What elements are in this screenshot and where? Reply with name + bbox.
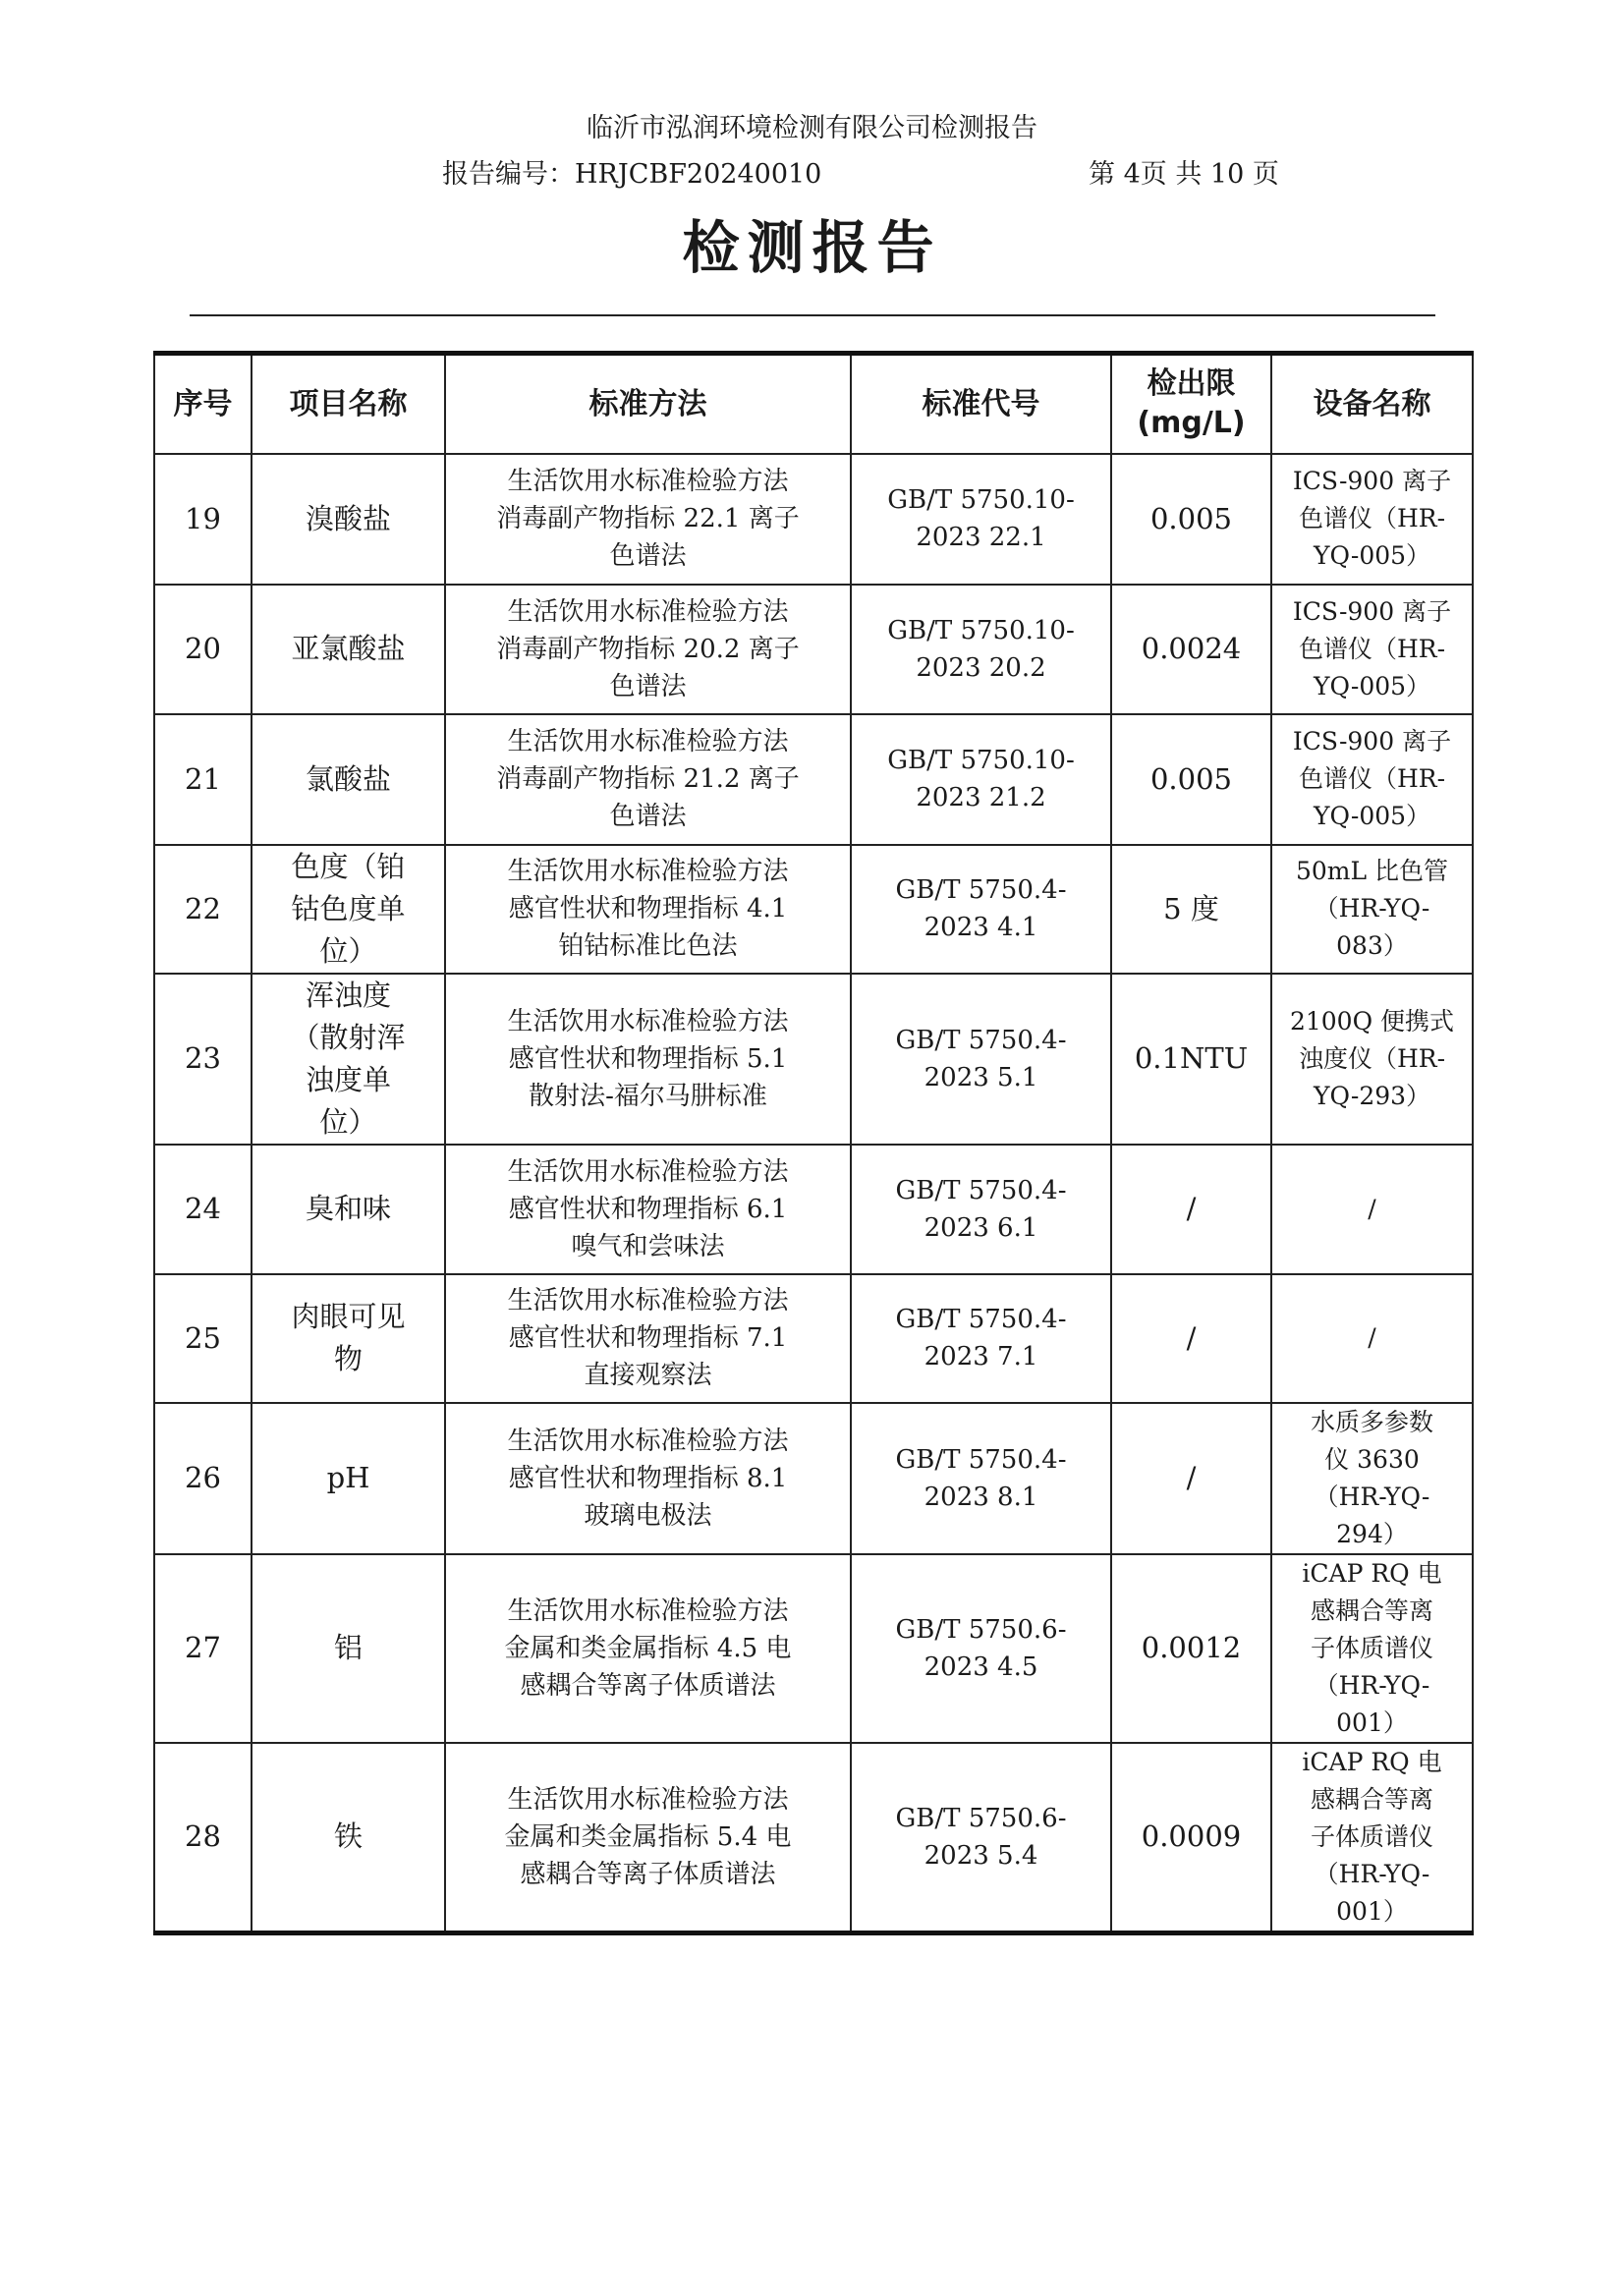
standard-code-cell: GB/T 5750.4- 2023 7.1 [851,1274,1111,1403]
equipment-name-cell: 水质多参数 仪 3630 （HR-YQ- 294） [1271,1403,1473,1554]
standard-method-cell: 生活饮用水标准检验方法 消毒副产物指标 22.1 离子 色谱法 [445,454,851,585]
item-name-cell: 铝 [252,1554,445,1743]
row-number-cell: 24 [154,1145,252,1274]
table-row [154,1403,1473,1554]
equipment-name-cell: iCAP RQ 电 感耦合等离 子体质谱仪 （HR-YQ- 001） [1271,1743,1473,1933]
standard-method-cell: 生活饮用水标准检验方法 感官性状和物理指标 8.1 玻璃电极法 [445,1403,851,1554]
table-row [154,1743,1473,1933]
item-name-cell: 臭和味 [252,1145,445,1274]
item-name-cell: pH [252,1403,445,1554]
detection-limit-cell: 0.005 [1111,714,1271,845]
detection-limit-cell: / [1111,1403,1271,1554]
standard-code-cell: GB/T 5750.4- 2023 4.1 [851,845,1111,974]
col-header-limit: 检出限 (mg/L) [1111,354,1271,454]
row-number-cell: 23 [154,974,252,1145]
standard-code-cell: GB/T 5750.4- 2023 6.1 [851,1145,1111,1274]
table-row [154,1554,1473,1743]
item-name-cell: 溴酸盐 [252,454,445,585]
col-header-method: 标准方法 [445,354,851,454]
test-method-table [153,351,1472,1935]
standard-method-cell: 生活饮用水标准检验方法 消毒副产物指标 20.2 离子 色谱法 [445,585,851,714]
item-name-cell: 铁 [252,1743,445,1933]
detection-limit-cell: / [1111,1145,1271,1274]
item-name-cell: 亚氯酸盐 [252,585,445,714]
detection-limit-cell: 0.1NTU [1111,974,1271,1145]
standard-code-cell: GB/T 5750.6- 2023 5.4 [851,1743,1111,1933]
standard-code-cell: GB/T 5750.6- 2023 4.5 [851,1554,1111,1743]
equipment-name-cell: ICS-900 离子 色谱仪（HR- YQ-005） [1271,585,1473,714]
page-indicator: 第 4页 共 10 页 [1089,159,1279,190]
header-divider [190,314,1435,316]
standard-method-cell: 生活饮用水标准检验方法 感官性状和物理指标 6.1 嗅气和尝味法 [445,1145,851,1274]
detection-limit-cell: 0.0012 [1111,1554,1271,1743]
table-header-row [154,354,1473,454]
standard-code-cell: GB/T 5750.4- 2023 8.1 [851,1403,1111,1554]
detection-limit-cell: 5 度 [1111,845,1271,974]
page-title: 检测报告 [682,214,942,281]
detection-limit-cell: 0.0009 [1111,1743,1271,1933]
standard-method-cell: 生活饮用水标准检验方法 金属和类金属指标 4.5 电 感耦合等离子体质谱法 [445,1554,851,1743]
row-number-cell: 26 [154,1403,252,1554]
equipment-name-cell: iCAP RQ 电 感耦合等离 子体质谱仪 （HR-YQ- 001） [1271,1554,1473,1743]
table-row [154,585,1473,714]
item-name-cell: 浑浊度 （散射浑 浊度单 位） [252,974,445,1145]
standard-code-cell: GB/T 5750.10- 2023 20.2 [851,585,1111,714]
row-number-cell: 28 [154,1743,252,1933]
col-header-item: 项目名称 [252,354,445,454]
detection-limit-cell: / [1111,1274,1271,1403]
row-number-cell: 25 [154,1274,252,1403]
row-number-cell: 27 [154,1554,252,1743]
row-number-cell: 21 [154,714,252,845]
company-report-header: 临沂市泓润环境检测有限公司检测报告 [587,113,1037,143]
equipment-name-cell: / [1271,1274,1473,1403]
equipment-name-cell: 50mL 比色管 （HR-YQ- 083） [1271,845,1473,974]
col-header-no: 序号 [154,354,252,454]
table-row [154,1274,1473,1403]
table-row [154,974,1473,1145]
standard-code-cell: GB/T 5750.4- 2023 5.1 [851,974,1111,1145]
item-name-cell: 色度（铂 钴色度单 位） [252,845,445,974]
row-number-cell: 20 [154,585,252,714]
detection-limit-cell: 0.005 [1111,454,1271,585]
table-row [154,714,1473,845]
standard-code-cell: GB/T 5750.10- 2023 22.1 [851,454,1111,585]
row-number-cell: 19 [154,454,252,585]
col-header-equipment: 设备名称 [1271,354,1473,454]
col-header-code: 标准代号 [851,354,1111,454]
standard-method-cell: 生活饮用水标准检验方法 感官性状和物理指标 5.1 散射法-福尔马肼标准 [445,974,851,1145]
report-number: 报告编号：HRJCBF20240010 [442,159,822,190]
standard-code-cell: GB/T 5750.10- 2023 21.2 [851,714,1111,845]
standard-method-cell: 生活饮用水标准检验方法 感官性状和物理指标 7.1 直接观察法 [445,1274,851,1403]
table-row [154,1145,1473,1274]
equipment-name-cell: ICS-900 离子 色谱仪（HR- YQ-005） [1271,714,1473,845]
table-row [154,845,1473,974]
row-number-cell: 22 [154,845,252,974]
equipment-name-cell: ICS-900 离子 色谱仪（HR- YQ-005） [1271,454,1473,585]
standard-method-cell: 生活饮用水标准检验方法 消毒副产物指标 21.2 离子 色谱法 [445,714,851,845]
item-name-cell: 氯酸盐 [252,714,445,845]
item-name-cell: 肉眼可见 物 [252,1274,445,1403]
standard-method-cell: 生活饮用水标准检验方法 感官性状和物理指标 4.1 铂钴标准比色法 [445,845,851,974]
equipment-name-cell: / [1271,1145,1473,1274]
equipment-name-cell: 2100Q 便携式 浊度仪（HR- YQ-293） [1271,974,1473,1145]
table-row [154,454,1473,585]
detection-limit-cell: 0.0024 [1111,585,1271,714]
standard-method-cell: 生活饮用水标准检验方法 金属和类金属指标 5.4 电 感耦合等离子体质谱法 [445,1743,851,1933]
